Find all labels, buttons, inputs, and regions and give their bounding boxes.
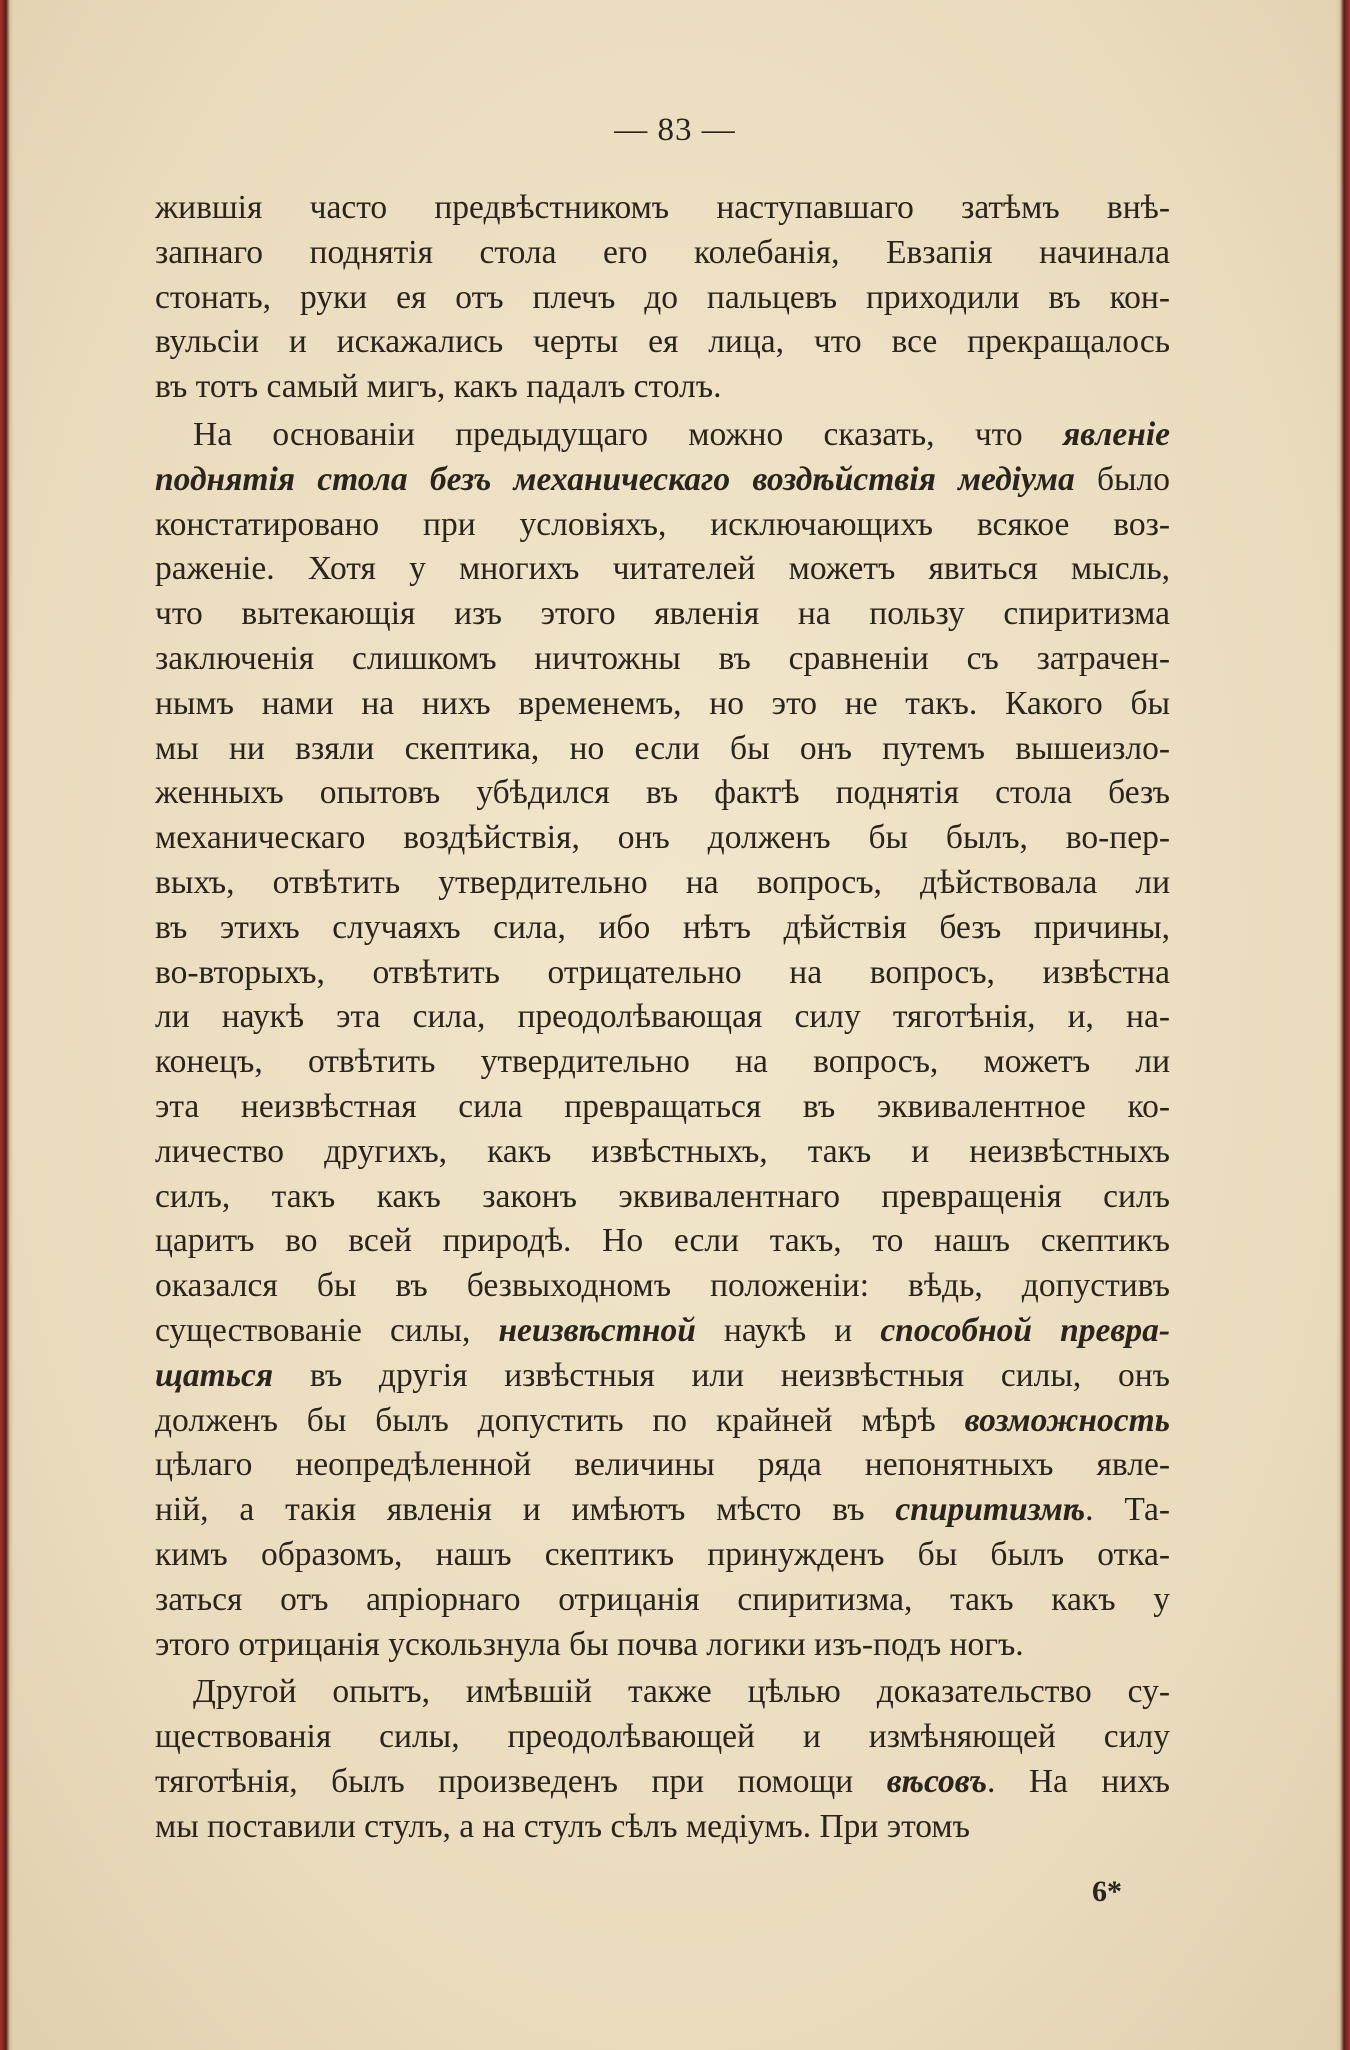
text-run: мы поставили стулъ, а на стулъ сѣлъ медіумъ. При этомъ: [155, 1807, 970, 1845]
signature-mark: 6*: [1092, 1875, 1122, 1908]
text-run: цѣлаго неопредѣленной величины ряда непонятныхъ явле-: [155, 1446, 1170, 1484]
text-run: . На нихъ: [986, 1762, 1170, 1800]
text-line: [155, 1130, 1170, 1175]
body-text: [155, 186, 1170, 1849]
text-run: во-вторыхъ, отвѣтить отрицательно на вопросъ, извѣстна: [155, 953, 1170, 991]
text-line: [155, 906, 1170, 951]
text-run: констатировано при условіяхъ, исключающихъ всякое воз-: [155, 505, 1170, 543]
emphasized-text: возможность: [964, 1401, 1170, 1439]
paragraph: [155, 186, 1170, 410]
text-line: [155, 1264, 1170, 1309]
text-line: [155, 771, 1170, 816]
text-run: этого отрицанія ускользнула бы почва логики изъ-подъ ногъ.: [155, 1625, 1024, 1663]
text-run: долженъ бы былъ допустить по крайней мѣрѣ: [155, 1401, 965, 1439]
text-run: наукѣ и: [695, 1311, 881, 1349]
emphasized-text: спиритизмѣ: [895, 1491, 1086, 1529]
text-line: [155, 1670, 1170, 1715]
text-run: царитъ во всей природѣ. Но если такъ, то нашъ скептикъ: [155, 1222, 1170, 1260]
text-run: нымъ нами на нихъ временемъ, но это не такъ. Какого бы: [155, 684, 1170, 722]
text-run: вульсіи и искажались черты ея лица, что все прекращалось: [155, 323, 1170, 361]
text-run: эта неизвѣстная сила превращаться въ эквивалентное ко-: [155, 1087, 1170, 1125]
text-run: кимъ образомъ, нашъ скептикъ принужденъ бы былъ отка-: [155, 1535, 1170, 1573]
text-run: заться отъ апріорнаго отрицанія спиритизма, такъ какъ у: [155, 1580, 1170, 1618]
text-run: личество другихъ, какъ извѣстныхъ, такъ и неизвѣстныхъ: [155, 1132, 1170, 1170]
text-line: [155, 320, 1170, 365]
text-line: [155, 186, 1170, 231]
page-edge-left: [0, 0, 14, 2050]
text-line: [155, 1533, 1170, 1578]
text-line: [155, 1085, 1170, 1130]
text-line: [155, 816, 1170, 861]
emphasized-text: явленіе: [1062, 415, 1170, 453]
emphasized-text: поднятія стола безъ механическаго воздѣйствія медіума: [155, 460, 1075, 498]
page-edge-right: [1336, 0, 1350, 2050]
text-line: [155, 231, 1170, 276]
text-run: заключенія слишкомъ ничтожны въ сравненіи съ затрачен-: [155, 639, 1170, 677]
text-line: [155, 413, 1170, 458]
text-run: мы ни взяли скептика, но если бы онъ путемъ вышеизло-: [155, 729, 1170, 767]
text-line: [155, 1354, 1170, 1399]
text-run: ли наукѣ эта сила, преодолѣвающая силу тяготѣнія, и, на-: [155, 998, 1170, 1036]
text-line: [155, 1760, 1170, 1805]
text-run: въ этихъ случаяхъ сила, ибо нѣтъ дѣйствія безъ причины,: [155, 908, 1170, 946]
text-run: Другой опытъ, имѣвшій также цѣлью доказательство су-: [193, 1673, 1170, 1711]
text-run: . Та-: [1085, 1491, 1170, 1529]
text-line: [155, 951, 1170, 996]
text-line: [155, 1309, 1170, 1354]
text-run: въ другія извѣстныя или неизвѣстныя силы, онъ: [273, 1356, 1170, 1394]
text-line: [155, 1578, 1170, 1623]
text-line: [155, 682, 1170, 727]
paragraph: [155, 413, 1170, 1667]
text-line: [155, 637, 1170, 682]
text-run: стонать, руки ея отъ плечъ до пальцевъ приходили въ кон-: [155, 278, 1170, 316]
text-run: выхъ, отвѣтить утвердительно на вопросъ, дѣйствовала ли: [155, 863, 1170, 901]
text-run: тяготѣнія, былъ произведенъ при помощи: [155, 1762, 887, 1800]
text-line: [155, 458, 1170, 503]
text-line: [155, 1040, 1170, 1085]
text-line: [155, 1488, 1170, 1533]
paragraph: [155, 1670, 1170, 1849]
text-line: [155, 503, 1170, 548]
text-line: [155, 1399, 1170, 1444]
text-line: [155, 727, 1170, 772]
text-run: оказался бы въ безвыходномъ положеніи: вѣдь, допустивъ: [155, 1267, 1170, 1305]
text-run: конецъ, отвѣтить утвердительно на вопросъ, можетъ ли: [155, 1043, 1170, 1081]
text-run: механическаго воздѣйствія, онъ долженъ бы былъ, во-пер-: [155, 819, 1170, 857]
text-line: [155, 1805, 1170, 1850]
emphasized-text: способной превра-: [880, 1311, 1170, 1349]
text-run: было: [1074, 460, 1170, 498]
text-line: [155, 276, 1170, 321]
text-line: [155, 995, 1170, 1040]
text-line: [155, 547, 1170, 592]
text-line: [155, 1443, 1170, 1488]
text-run: ній, а такія явленія и имѣютъ мѣсто въ: [155, 1491, 896, 1529]
text-run: жившія часто предвѣстникомъ наступавшаго затѣмъ внѣ-: [155, 189, 1170, 226]
text-run: въ тотъ самый мигъ, какъ падалъ столъ.: [155, 368, 722, 406]
text-run: силъ, такъ какъ законъ эквивалентнаго превращенія силъ: [155, 1177, 1170, 1215]
emphasized-text: неизвѣстной: [498, 1311, 696, 1349]
text-run: раженіе. Хотя у многихъ читателей можетъ явиться мысль,: [155, 550, 1170, 588]
text-run: существованіе силы,: [155, 1311, 499, 1349]
text-line: [155, 1623, 1170, 1668]
page-number: — 83 —: [614, 112, 736, 148]
text-line: [155, 1175, 1170, 1220]
text-run: ществованія силы, преодолѣвающей и измѣняющей силу: [155, 1718, 1170, 1756]
emphasized-text: щаться: [155, 1356, 274, 1394]
text-line: [155, 592, 1170, 637]
text-run: запнаго поднятія стола его колебанія, Евзапія начинала: [155, 233, 1170, 271]
text-line: [155, 365, 1170, 410]
text-run: что вытекающія изъ этого явленія на пользу спиритизма: [155, 595, 1170, 633]
text-run: женныхъ опытовъ убѣдился въ фактѣ поднятія стола безъ: [155, 774, 1170, 812]
text-run: На основаніи предыдущаго можно сказать, что: [193, 415, 1063, 453]
emphasized-text: вѣсовъ: [886, 1762, 987, 1800]
text-line: [155, 1219, 1170, 1264]
text-line: [155, 861, 1170, 906]
text-line: [155, 1715, 1170, 1760]
